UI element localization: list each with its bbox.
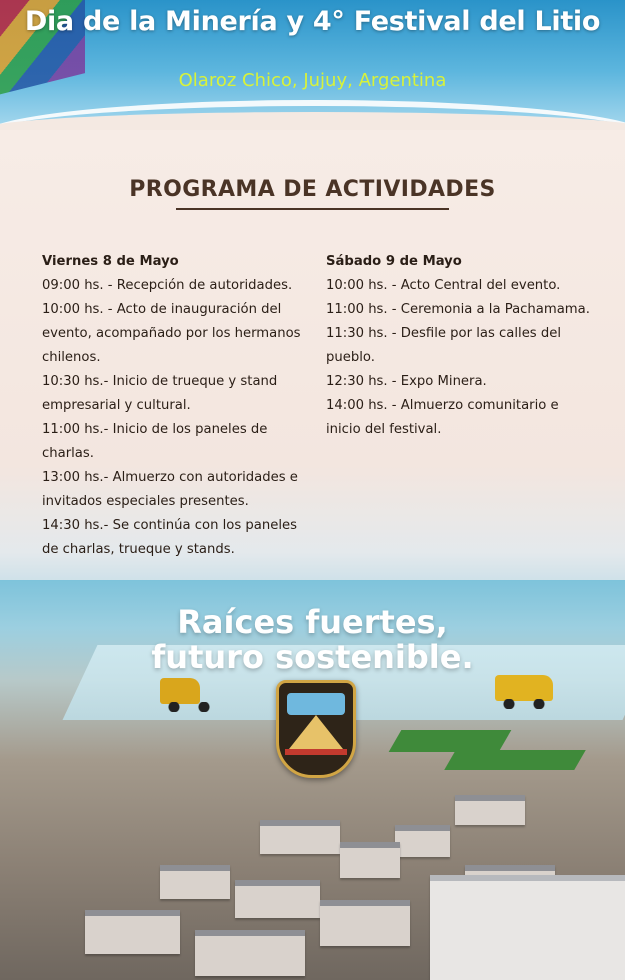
schedule-item: 11:00 hs. - Ceremonia a la Pachamama. [326, 302, 590, 317]
municipal-emblem-icon [276, 680, 356, 778]
program-heading: PROGRAMA DE ACTIVIDADES [129, 177, 496, 202]
slogan-line-2: futuro sostenible. [151, 638, 474, 676]
schedule-item: 11:00 hs.- Inicio de los paneles de charlas. [42, 422, 268, 461]
slogan-line-1: Raíces fuertes, [177, 603, 448, 641]
schedule-item: 10:00 hs. - Acto de inauguración del evento, acompañado por los hermanos chilenos. [42, 302, 301, 365]
house [455, 795, 525, 825]
event-title: Dia de la Minería y 4° Festival del Litio [24, 6, 601, 37]
house [320, 900, 410, 946]
header-banner [0, 0, 625, 130]
house [340, 842, 400, 878]
loader-truck-icon [160, 678, 200, 704]
schedule-item: 14:00 hs. - Almuerzo comunitario e inicio del festival. [326, 398, 559, 437]
day-column-saturday [326, 250, 596, 442]
schedule-item: 09:00 hs. - Recepción de autoridades. [42, 278, 293, 293]
emblem-band [285, 749, 347, 755]
house [195, 930, 305, 976]
schedule-item: 12:30 hs. - Expo Minera. [326, 374, 487, 389]
house [160, 865, 230, 899]
schedule-item: 10:30 hs.- Inicio de trueque y stand empresarial y cultural. [42, 374, 278, 413]
house [395, 825, 450, 857]
emblem-sky [287, 693, 345, 715]
day-label: Sábado 9 de Mayo [326, 254, 462, 269]
day-column-friday [42, 250, 304, 562]
house [235, 880, 320, 918]
program-section [0, 130, 625, 610]
schedule-item: 10:00 hs. - Acto Central del evento. [326, 278, 561, 293]
schedule-item: 11:30 hs. - Desfile por las calles del pueblo. [326, 326, 562, 365]
emblem-mountain [289, 715, 343, 749]
day-label: Viernes 8 de Mayo [42, 254, 179, 269]
event-location: Olaroz Chico, Jujuy, Argentina [178, 70, 447, 91]
warehouse-building [430, 875, 625, 980]
mining-truck-icon [495, 675, 553, 701]
green-field [444, 750, 586, 770]
heading-underline [176, 208, 449, 210]
green-field [389, 730, 512, 752]
schedule-item: 14:30 hs.- Se continúa con los paneles de charlas, trueque y stands. [42, 518, 297, 557]
house [260, 820, 340, 854]
house [85, 910, 180, 954]
schedule-item: 13:00 hs.- Almuerzo con autoridades e invitados especiales presentes. [42, 470, 298, 509]
